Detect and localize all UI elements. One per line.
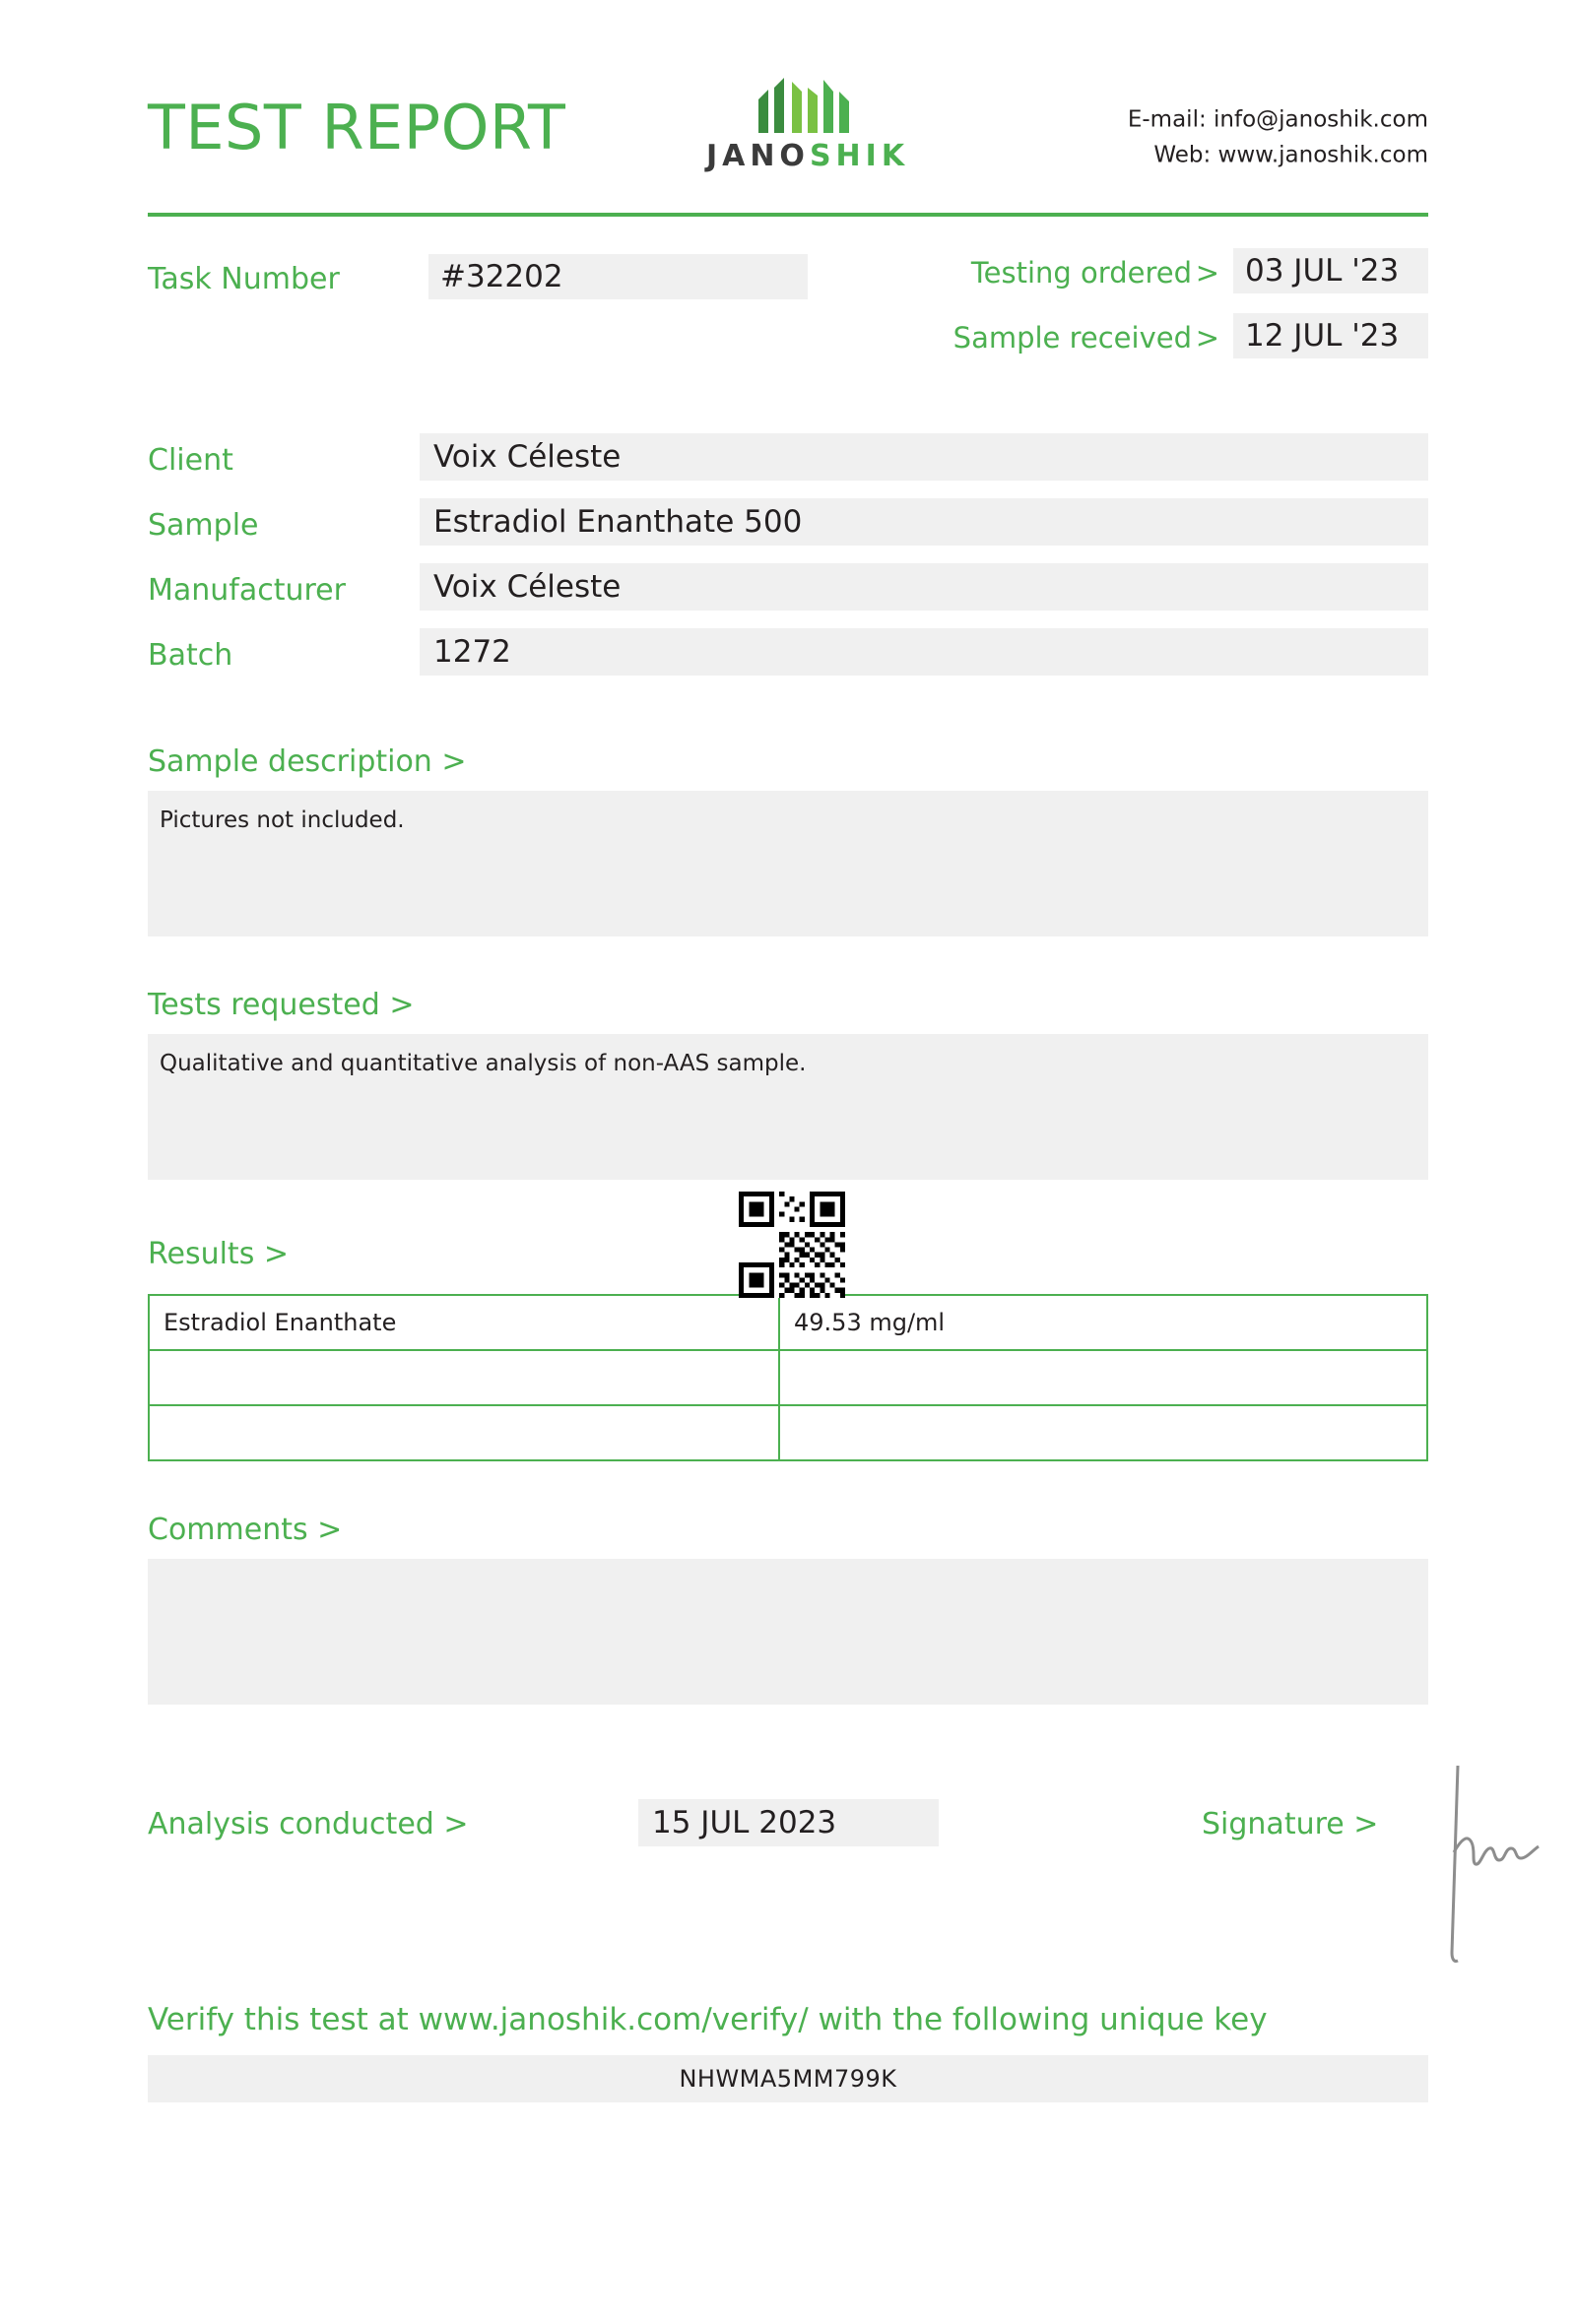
report-header xyxy=(148,0,1428,197)
logo-word-dark: JANO xyxy=(705,139,810,173)
logo-word-green: SHIK xyxy=(809,139,910,173)
info-value-manufacturer: Voix Céleste xyxy=(420,563,1428,611)
sample-received-gt: > xyxy=(1195,321,1219,355)
info-row-sample xyxy=(148,498,1428,563)
header-divider xyxy=(148,213,1428,217)
info-label-batch: Batch xyxy=(148,638,233,673)
sample-info-table xyxy=(148,433,1428,693)
signature-label: Signature > xyxy=(1202,1807,1379,1841)
results-title: Results > xyxy=(148,1237,289,1271)
sample-received-row xyxy=(808,313,1428,360)
info-value-client: Voix Céleste xyxy=(420,433,1428,481)
table-row xyxy=(149,1295,1427,1350)
result-name xyxy=(149,1350,779,1405)
info-value-sample: Estradiol Enanthate 500 xyxy=(420,498,1428,546)
unique-key: NHWMA5MM799K xyxy=(148,2055,1428,2102)
page-title: TEST REPORT xyxy=(148,92,566,163)
testing-ordered-label: Testing ordered xyxy=(970,256,1192,290)
tests-requested-text: Qualitative and quantitative analysis of non-AAS sample. xyxy=(148,1034,1428,1180)
logo-mountain-icon xyxy=(749,74,867,135)
testing-ordered-gt: > xyxy=(1195,256,1219,290)
info-label-client: Client xyxy=(148,443,233,478)
comments-title: Comments > xyxy=(148,1513,343,1547)
contact-web: Web: www.janoshik.com xyxy=(1153,142,1428,167)
info-row-batch xyxy=(148,628,1428,693)
task-number-label: Task Number xyxy=(148,262,340,296)
sample-description-text: Pictures not included. xyxy=(148,791,1428,936)
signature-mark xyxy=(1418,1756,1566,1972)
sample-received-label: Sample received xyxy=(952,321,1192,355)
result-name xyxy=(149,1405,779,1460)
analysis-conducted-value: 15 JUL 2023 xyxy=(638,1799,939,1846)
results-table xyxy=(148,1294,1428,1461)
task-number-value: #32202 xyxy=(428,254,808,299)
contact-info xyxy=(1128,102,1428,172)
info-row-client xyxy=(148,433,1428,498)
info-row-manufacturer xyxy=(148,563,1428,628)
sample-description-title: Sample description > xyxy=(148,744,467,779)
result-value: 49.53 mg/ml xyxy=(779,1295,1427,1350)
task-row xyxy=(148,248,1428,376)
info-label-sample: Sample xyxy=(148,508,259,543)
comments-text xyxy=(148,1559,1428,1705)
table-row xyxy=(149,1350,1427,1405)
sample-received-value: 12 JUL '23 xyxy=(1233,313,1428,358)
janoshik-logo xyxy=(685,74,931,173)
tests-requested-title: Tests requested > xyxy=(148,988,415,1022)
analysis-conducted-label: Analysis conducted > xyxy=(148,1807,469,1841)
testing-ordered-value: 03 JUL '23 xyxy=(1233,248,1428,293)
table-row xyxy=(149,1405,1427,1460)
result-value xyxy=(779,1405,1427,1460)
qr-code-icon xyxy=(739,1192,845,1298)
info-value-batch: 1272 xyxy=(420,628,1428,676)
verify-text: Verify this test at www.janoshik.com/verify/ with the following unique key xyxy=(148,2002,1268,2037)
contact-email: E-mail: info@janoshik.com xyxy=(1127,106,1428,133)
results-header xyxy=(148,1231,1428,1288)
logo-wordmark xyxy=(685,139,931,173)
analysis-row xyxy=(148,1795,1428,1864)
testing-ordered-row xyxy=(808,248,1428,295)
result-value xyxy=(779,1350,1427,1405)
result-name: Estradiol Enanthate xyxy=(149,1295,779,1350)
date-block xyxy=(808,248,1428,378)
info-label-manufacturer: Manufacturer xyxy=(148,573,346,608)
